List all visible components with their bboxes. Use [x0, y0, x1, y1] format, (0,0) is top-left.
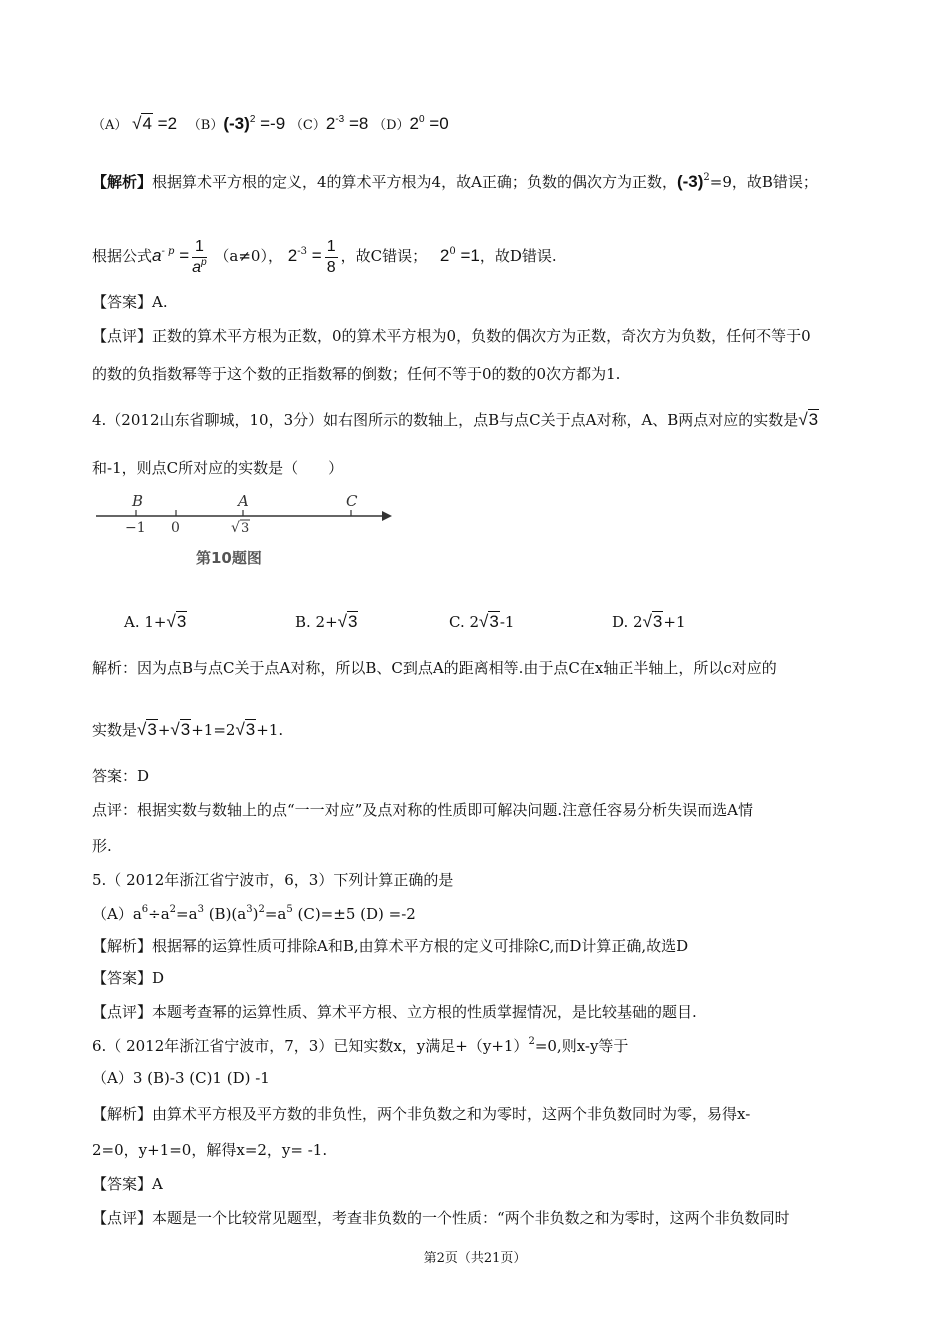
q5-analysis: 【解析】根据幂的运算性质可排除A和B,由算术平方根的定义可排除C,而D计算正确,故选D — [92, 937, 689, 955]
q3-option-b-base: (-3) — [223, 114, 250, 133]
figure-caption: 第10题图 — [196, 549, 262, 567]
q3-comment-1: 【点评】正数的算术平方根为正数，0的算术平方根为0，负数的偶次方为正数，奇次方为负数，任何不等于0 — [92, 327, 811, 345]
q3-option-d-label: （D） — [373, 118, 410, 133]
q3-answer: 【答案】A. — [92, 293, 168, 311]
q4-option-c: C. 2√3-1 — [449, 612, 515, 631]
q5-options: $(A)a^6\div a^2=a^3$ $(B)(a^3)^2=a^5$ (C)=±5 (D) =-2 — [92, 904, 416, 923]
q3-option-a-rhs: =2 — [157, 114, 178, 133]
q4-option-a: A. 1+√3 — [124, 612, 187, 631]
q3-option-a-radical: √4 — [132, 114, 152, 133]
q4-option-d: D. 2√3+1 — [612, 612, 686, 631]
q4-option-b: B. 2+√3 — [295, 612, 358, 631]
q6-analysis-1: 【解析】由算术平方根及平方数的非负性，两个非负数之和为零时，这两个非负数同时为零，易得x- — [92, 1105, 751, 1123]
q3-analysis-tag: 【解析】 — [92, 173, 153, 191]
q3-option-b-rhs: =-9 — [260, 114, 286, 133]
q4-comment-2: 形. — [92, 837, 112, 855]
q6-answer: 【答案】A — [92, 1175, 163, 1193]
number-line-arrow — [382, 511, 392, 521]
tick-label-sqrt3: 3 — [241, 521, 250, 536]
q4-answer: 答案：D — [92, 767, 150, 785]
q6-analysis-2: 2=0，y+1=0，解得x=2，y= -1. — [92, 1141, 328, 1159]
q4-comment-1: 点评：根据实数与数轴上的点“一一对应”及点对称的性质即可解决问题.注意任容易分析失误而选A情 — [92, 801, 753, 819]
q5-comment: 【点评】本题考查幂的运算性质、算术平方根、立方根的性质掌握情况，是比较基础的题目. — [92, 1003, 697, 1021]
q3-example-fraction: $\frac{1}{8}$ — [326, 237, 336, 276]
page-footer: 第2页（共21页） — [423, 1251, 527, 1266]
q3-comment-2: 的数的负指数幂等于这个数的正指数幂的倒数；任何不等于0的数的0次方都为1. — [92, 365, 621, 383]
q5-answer: 【答案】D — [92, 969, 165, 987]
q4-stem-sqrt: √3 — [798, 410, 819, 429]
q6-stem: 6.（ 2012年浙江省宁波市，7，3）已知实数x，y满足$+(y+1)^2=0$,则x-y等于 — [92, 1036, 629, 1055]
q3-formula-fraction: $\frac{1}{a^p}$ — [192, 237, 207, 276]
q3-option-d-rhs: =0 — [429, 114, 449, 133]
label-a: A — [238, 492, 249, 510]
q4-stem-1: 4.（2012山东省聊城，10，3分）如右图所示的数轴上，点B与点C关于点A对称，A、B两点对应的实数是√3 — [92, 410, 819, 429]
q4-stem-2: 和-1，则点C所对应的实数是（ ） — [92, 459, 344, 477]
label-b: B — [132, 492, 144, 510]
q3-options: （A） √4 =2 $(B)(-3)^2 =-9$ $(C)2^{-3} =8$ $(D)2^0 =0$ — [92, 114, 449, 133]
q5-stem: 5.（ 2012年浙江省宁波市，6，3）下列计算正确的是 — [92, 871, 454, 889]
q3-option-c-rhs: =8 — [348, 114, 369, 133]
q3-formula-line: 根据公式$a^{- p}$ = $\frac{1}{a^p}$ （a≠0）， $2^{-3}$ = $\frac{1}{8}$ ，故C错误； $2^0 =1$，故D错误. — [92, 237, 557, 276]
q3-option-a-label: （A） — [92, 118, 128, 133]
number-line-figure — [92, 486, 402, 576]
tick-label-minus1: −1 — [125, 520, 146, 536]
q3-analysis: 【解析】根据算术平方根的定义，4的算术平方根为4，故A正确；负数的偶次方为正数，$(-3)^2=9$，故B错误； — [92, 172, 818, 191]
q3-option-c-label: （C） — [289, 118, 326, 133]
q6-comment: 【点评】本题是一个比较常见题型，考查非负数的一个性质：“两个非负数之和为零时，这两个非负数同时 — [92, 1209, 790, 1227]
q4-analysis-2: 实数是√3+√3+1=2√3+1. — [92, 720, 284, 739]
q4-analysis-1: 解析：因为点B与点C关于点A对称，所以B、C到点A的距离相等.由于点C在x轴正半轴上，所以c对应的 — [92, 659, 777, 677]
tick-label-0: 0 — [171, 520, 180, 536]
q3-option-b-label: （B） — [187, 118, 224, 133]
label-c: C — [346, 492, 358, 510]
tick-label-sqrt-sign: √ — [231, 520, 240, 536]
q6-options: （A）3 (B)-3 (C)1 (D) -1 — [92, 1069, 270, 1087]
